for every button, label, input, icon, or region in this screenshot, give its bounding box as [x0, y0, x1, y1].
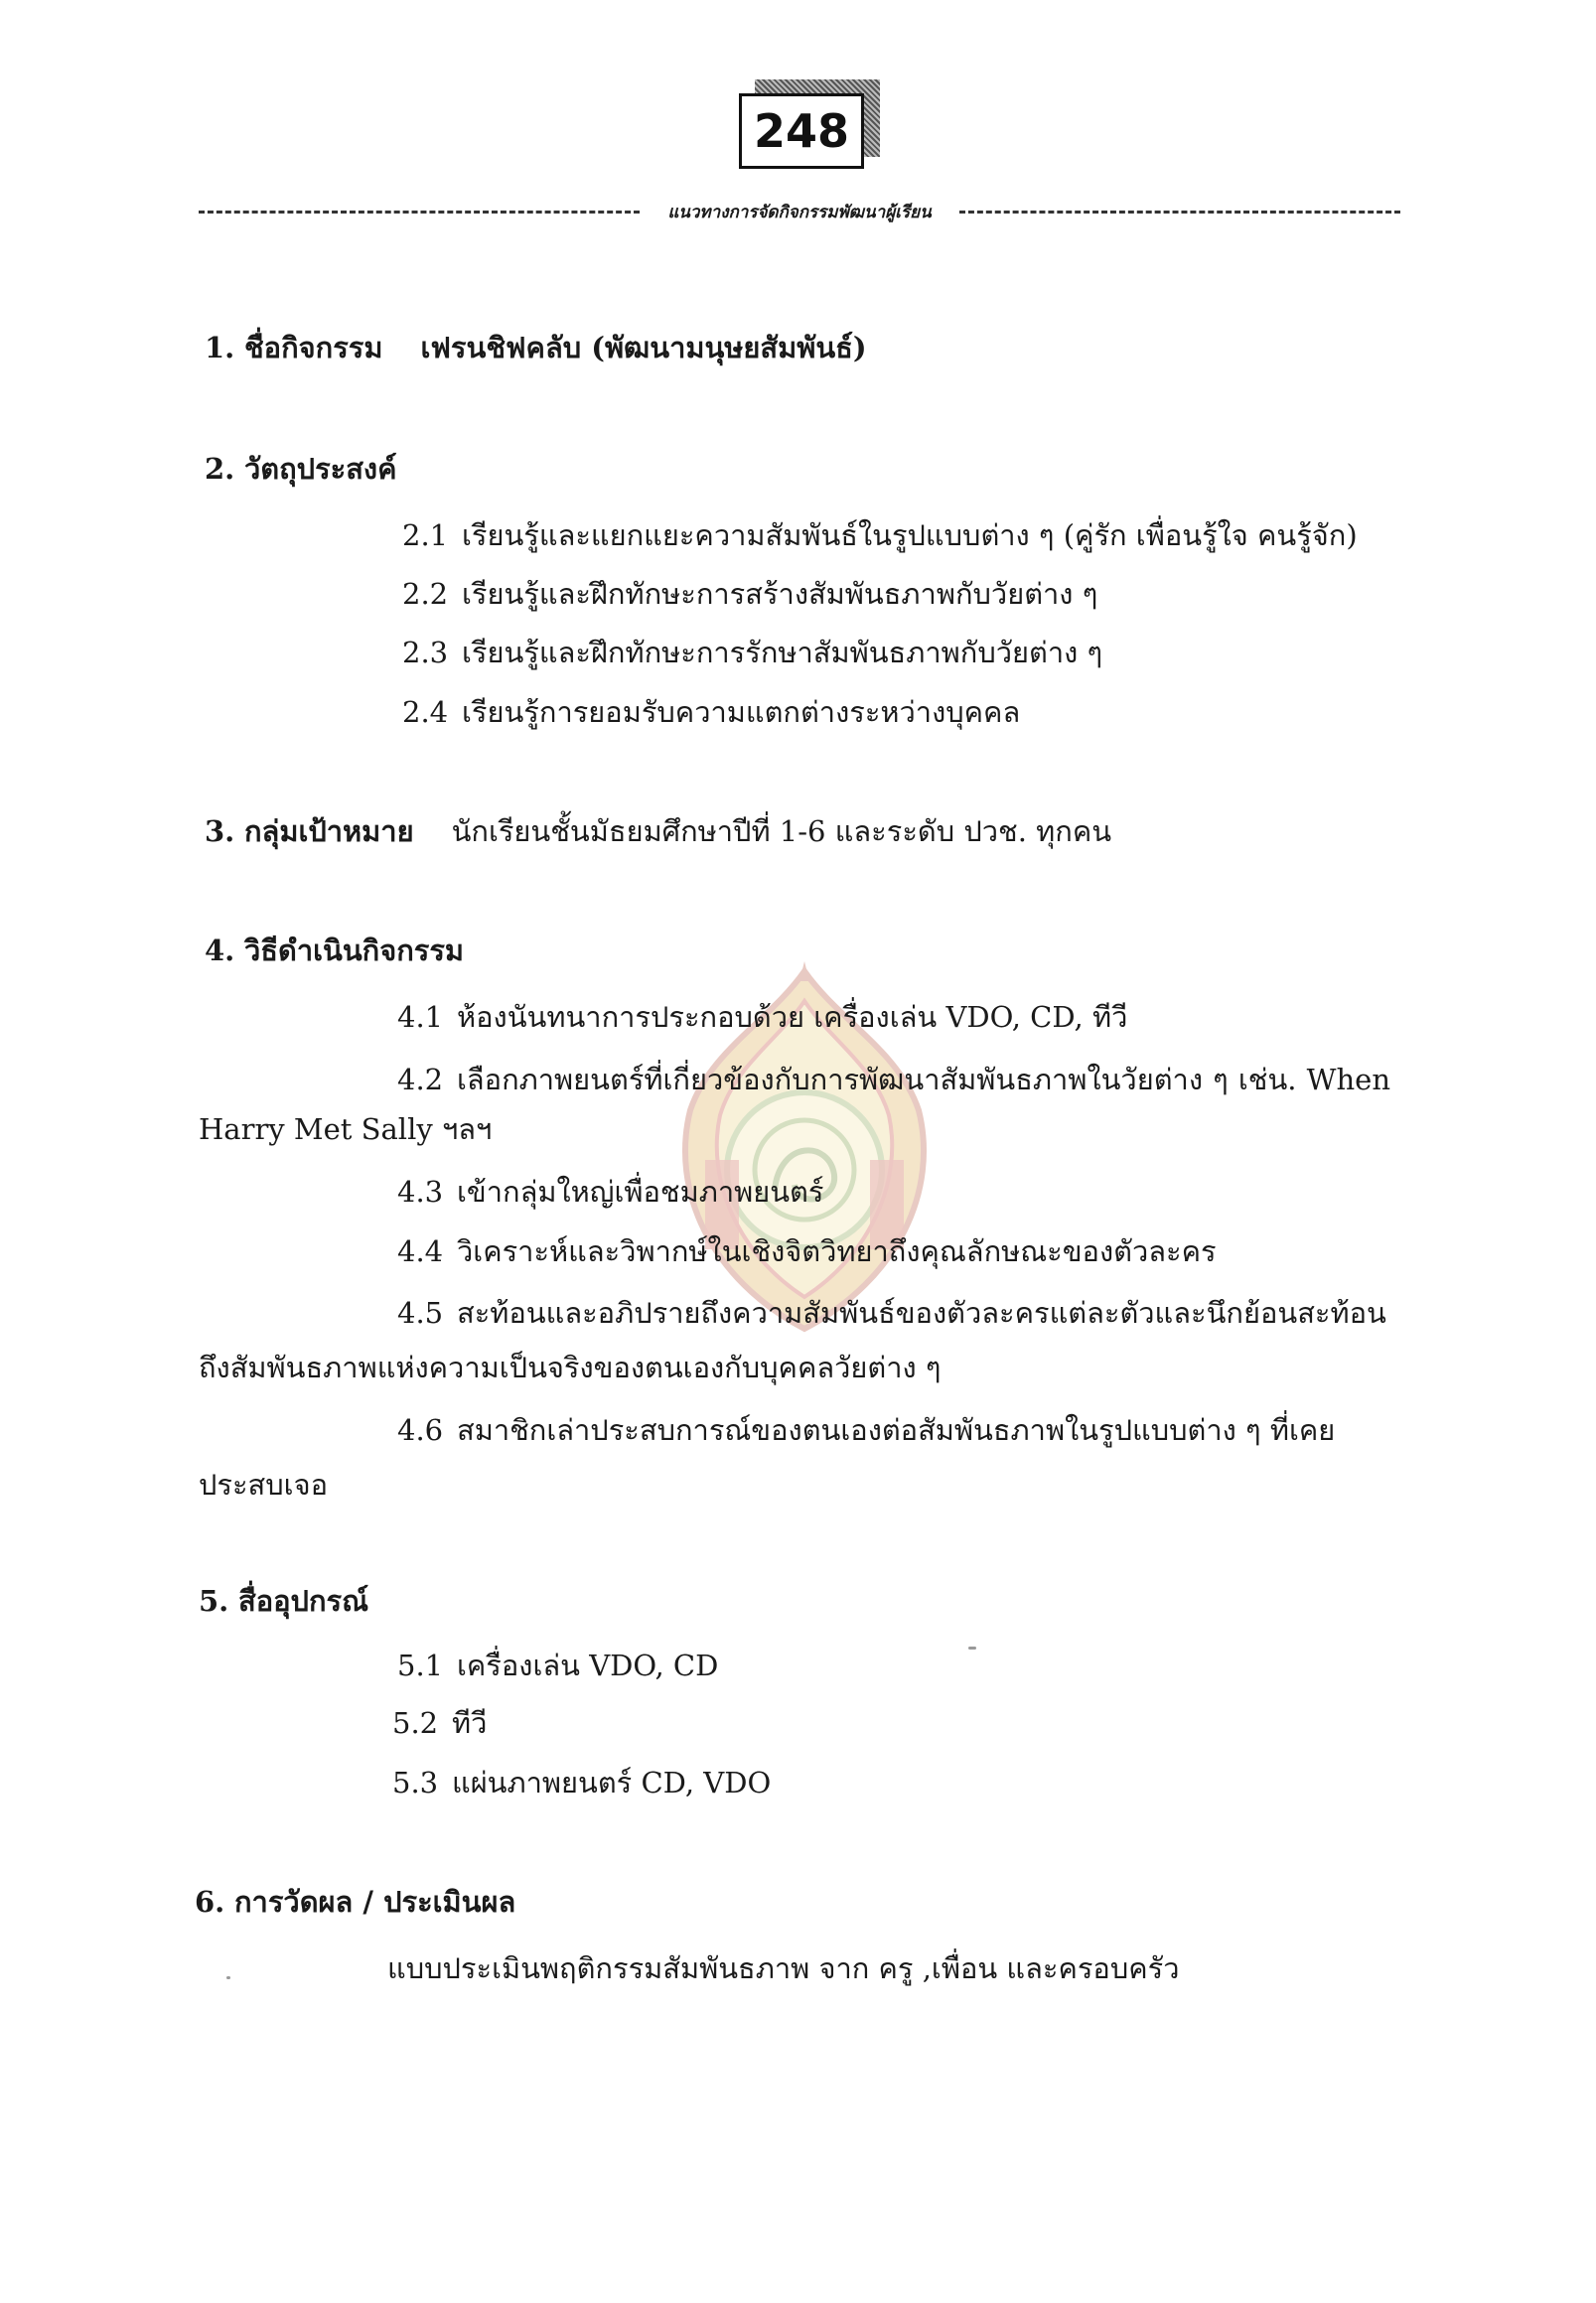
procedure-item	[397, 1234, 1217, 1269]
procedure-number: 4.5	[397, 1296, 444, 1330]
procedure-item	[397, 1413, 1335, 1448]
procedure-item	[397, 1175, 823, 1210]
material-text: ทีวี	[452, 1706, 488, 1740]
objective-number: 2.2	[402, 577, 449, 611]
section-3-title: กลุ่มเป้าหมาย	[244, 814, 414, 848]
procedure-number: 4.3	[397, 1175, 444, 1209]
procedure-continuation: Harry Met Sally ฯลฯ	[199, 1112, 493, 1146]
section-2-number: 2.	[205, 452, 235, 486]
objective-number: 2.4	[402, 695, 449, 729]
procedure-text-word: เลือกภาพยนตร์ที่เกี่ยวข้องกับการพัฒนาสัมพันธภาพในวัยต่าง	[457, 1063, 1203, 1096]
procedure-text: วิเคราะห์และวิพากษ์ในเชิงจิตวิทยาถึงคุณลักษณะของตัวละคร	[457, 1234, 1217, 1268]
objective-item	[402, 695, 1020, 730]
section-6-value: แบบประเมินพฤติกรรมสัมพันธภาพ จาก ครู ,เพื่อน และครอบครัว	[387, 1951, 1180, 1985]
section-6-title: การวัดผล / ประเมินผล	[234, 1885, 516, 1919]
section-3-heading	[205, 814, 1111, 849]
objective-item	[402, 577, 1097, 612]
section-1-number: 1.	[205, 331, 235, 364]
objective-number: 2.3	[402, 636, 449, 669]
procedure-number: 4.1	[397, 1000, 444, 1034]
procedure-text: ห้องนันทนาการประกอบด้วย เครื่องเล่น VDO, CD, ทีวี	[457, 1000, 1128, 1034]
procedure-text: เข้ากลุ่มใหญ่เพื่อชมภาพยนตร์	[457, 1175, 824, 1209]
section-4-heading	[205, 934, 464, 968]
section-2-title: วัตถุประสงค์	[244, 452, 397, 486]
header-dash-right	[959, 211, 1400, 214]
header-title: แนวทางการจัดกิจกรรมพัฒนาผู้เรียน	[667, 203, 932, 222]
page-number: 248	[739, 93, 864, 169]
procedure-number: 4.2	[397, 1063, 444, 1096]
objective-item	[402, 518, 1358, 553]
procedure-text: สะท้อนและอภิปรายถึงความสัมพันธ์ของตัวละครแต่ละตัวและนึกย้อนสะท้อน	[457, 1296, 1386, 1330]
material-item	[397, 1649, 718, 1683]
section-1-value: เฟรนชิฟคลับ (พัฒนามนุษยสัมพันธ์)	[420, 331, 867, 364]
material-text: แผ่นภาพยนตร์ CD, VDO	[452, 1766, 772, 1799]
section-1-title: ชื่อกิจกรรม	[244, 331, 383, 364]
section-6-heading	[195, 1885, 515, 1920]
scan-speck	[226, 1976, 230, 1979]
procedure-item	[397, 1063, 1390, 1097]
objective-number: 2.1	[402, 518, 449, 552]
objective-item	[402, 636, 1102, 670]
material-number: 5.2	[392, 1706, 439, 1740]
objective-text: เรียนรู้การยอมรับความแตกต่างระหว่างบุคคล	[462, 695, 1021, 729]
procedure-number: 4.6	[397, 1413, 444, 1447]
procedure-text: สมาชิกเล่าประสบการณ์ของตนเองต่อสัมพันธภาพในรูปแบบต่าง ๆ ที่เคย	[457, 1413, 1336, 1447]
procedure-continuation: ถึงสัมพันธภาพแห่งความเป็นจริงของตนเองกับบุคคลวัยต่าง ๆ	[199, 1351, 942, 1384]
header-dash-left	[199, 211, 640, 214]
section-6-number: 6.	[195, 1885, 225, 1919]
scan-speck	[968, 1647, 976, 1650]
page-number-box	[739, 79, 878, 167]
material-number: 5.3	[392, 1766, 439, 1799]
section-2-heading	[205, 452, 397, 487]
material-number: 5.1	[397, 1649, 444, 1682]
objective-text: เรียนรู้และฝึกทักษะการรักษาสัมพันธภาพกับวัยต่าง ๆ	[462, 636, 1103, 669]
procedure-text	[397, 1063, 1203, 1097]
procedure-number: 4.4	[397, 1234, 444, 1268]
section-3-value: นักเรียนชั้นมัธยมศึกษาปีที่ 1-6 และระดับ ปวช. ทุกคน	[451, 814, 1112, 848]
running-header	[199, 199, 1400, 225]
section-5-title: สื่ออุปกรณ์	[238, 1584, 368, 1618]
material-item	[392, 1766, 771, 1800]
material-item	[392, 1706, 487, 1741]
objective-text: เรียนรู้และฝึกทักษะการสร้างสัมพันธภาพกับวัยต่าง ๆ	[462, 577, 1098, 611]
material-text: เครื่องเล่น VDO, CD	[457, 1649, 719, 1682]
section-1-heading	[205, 331, 867, 365]
procedure-item	[397, 1296, 1386, 1331]
section-5-number: 5.	[199, 1584, 229, 1618]
procedure-text-word: When	[1306, 1063, 1390, 1096]
objective-text: เรียนรู้และแยกแยะความสัมพันธ์ในรูปแบบต่าง ๆ (คู่รัก เพื่อนรู้ใจ คนรู้จัก)	[462, 518, 1358, 552]
section-3-number: 3.	[205, 814, 235, 848]
section-4-title: วิธีดำเนินกิจกรรม	[244, 934, 465, 967]
section-4-number: 4.	[205, 934, 235, 967]
procedure-continuation: ประสบเจอ	[199, 1468, 328, 1502]
procedure-text-word: เช่น.	[1237, 1063, 1297, 1096]
procedure-text-word: ๆ	[1213, 1063, 1229, 1096]
section-5-heading	[199, 1584, 368, 1619]
procedure-item	[397, 1000, 1127, 1035]
